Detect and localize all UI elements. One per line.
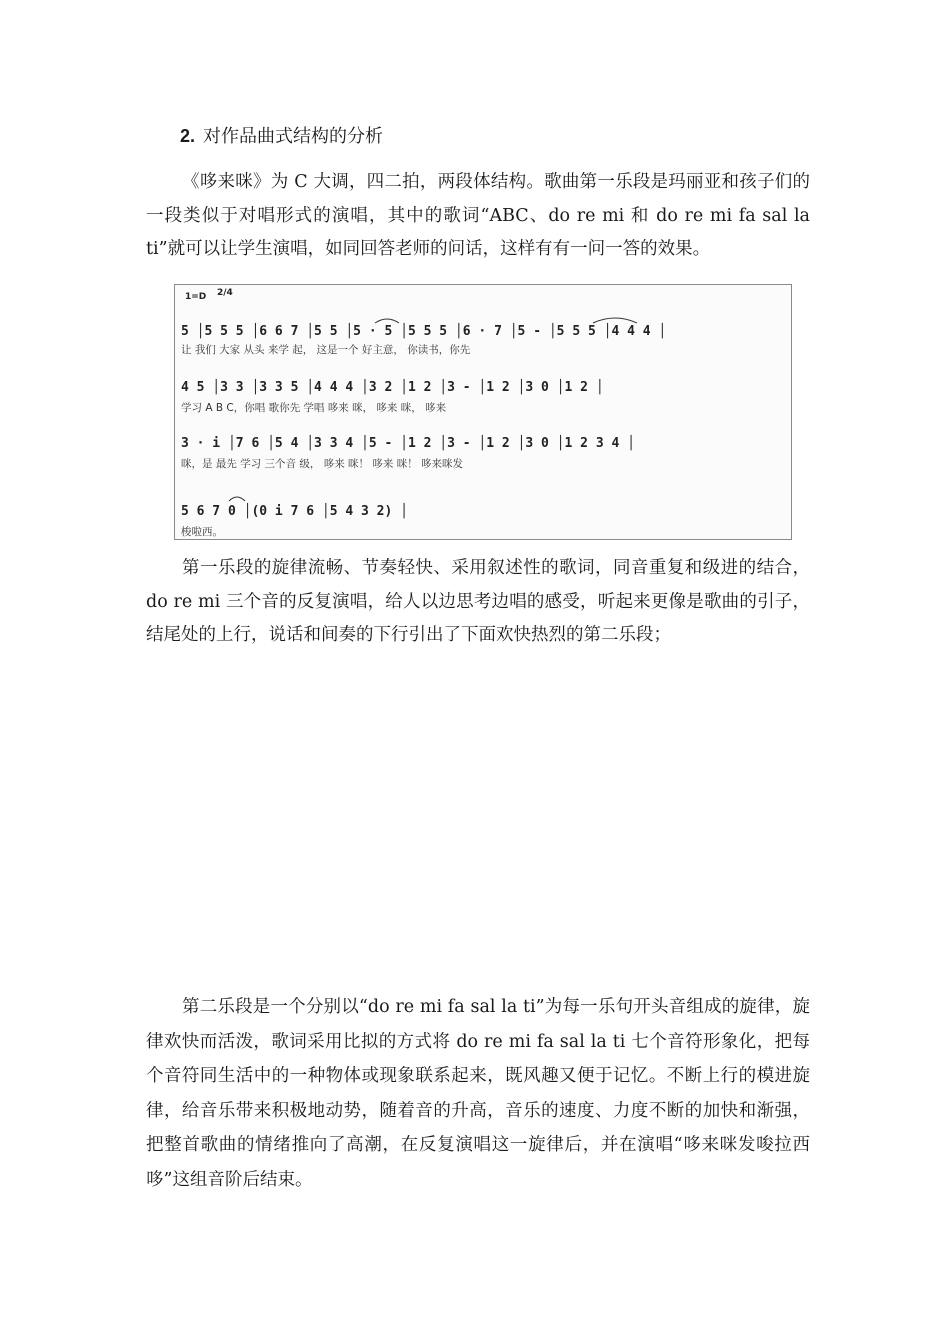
paragraph-intro: 《哆来咪》为 C 大调，四二拍，两段体结构。歌曲第一乐段是玛丽亚和孩子们的一段类似于对唱形式的演唱，其中的歌词“ABC、do re mi 和 do re mi fa sal la ti”就可以让学生演唱，如同回答老师的问话，这样有有一问一答的效果。	[146, 172, 810, 259]
section-number: 2.	[180, 126, 196, 146]
slur-mark	[593, 318, 637, 323]
paragraph-first-section: 第一乐段的旋律流畅、节奏轻快、采用叙述性的歌词，同音重复和级进的结合，do re mi 三个音的反复演唱，给人以边思考边唱的感受，听起来更像是歌曲的引子，结尾处的上行，说话和间奏的下行引出了下面欢快热烈的第二乐段；	[146, 558, 810, 645]
score-row-1-lyrics: 让 我们 大家 从头 来学 起， 这是一个 好主意， 你读书，你先	[181, 344, 471, 356]
score-key: 1=D	[185, 292, 207, 302]
music-score-image	[174, 284, 792, 540]
section-heading	[180, 122, 383, 148]
slur-mark	[375, 319, 399, 323]
score-row-4-notes: 5 6 7 0 │(0 i 7 6 │5 4 3 2) │	[181, 504, 408, 519]
score-svg	[175, 285, 791, 539]
score-row-2-notes: 4 5 │3 3 │3 3 5 │4 4 4 │3 2 │1 2 │3 - │1 2 │3 0 │1 2 │	[181, 380, 604, 395]
section-title: 对作品曲式结构的分析	[203, 126, 384, 147]
paragraph-second-section: 第二乐段是一个分别以“do re mi fa sal la ti”为每一乐句开头音组成的旋律，旋律欢快而活泼，歌词采用比拟的方式将 do re mi fa sal la ti 七个音符形象化，把每个音符同生活中的一种物体或现象联系起来，既风趣又便于记忆。不断上行的模进旋律，给音乐带来积极地动势，随着音的升高，音乐的速度、力度不断的加快和渐强，把整首歌曲的情绪推向了高潮，在反复演唱这一旋律后，并在演唱“哆来咪发唆拉西哆”这组音阶后结束。	[146, 997, 810, 1190]
score-row-3-notes: 3 · i │7 6 │5 4 │3 3 4 │5 - │1 2 │3 - │1 2 │3 0 │1 2 3 4 │	[181, 436, 635, 451]
score-time: 2/4	[217, 288, 233, 298]
fermata-mark	[229, 497, 245, 501]
score-row-2-lyrics: 学习 A B C，你唱 歌你先 学唱 哆来 咪， 哆来 咪， 哆来	[181, 402, 447, 414]
score-row-1-notes: 5 │5 5 5 │6 6 7 │5 5 │5 · 5 │5 5 5 │6 · 7 │5 - │5 5 5 │4 4 4 │	[181, 324, 667, 339]
score-row-3-lyrics: 咪，是 最先 学习 三个音 级， 哆来 咪！ 哆来 咪！ 哆来咪发	[181, 458, 464, 470]
score-row-4-lyrics: 梭啦西。	[181, 526, 223, 538]
